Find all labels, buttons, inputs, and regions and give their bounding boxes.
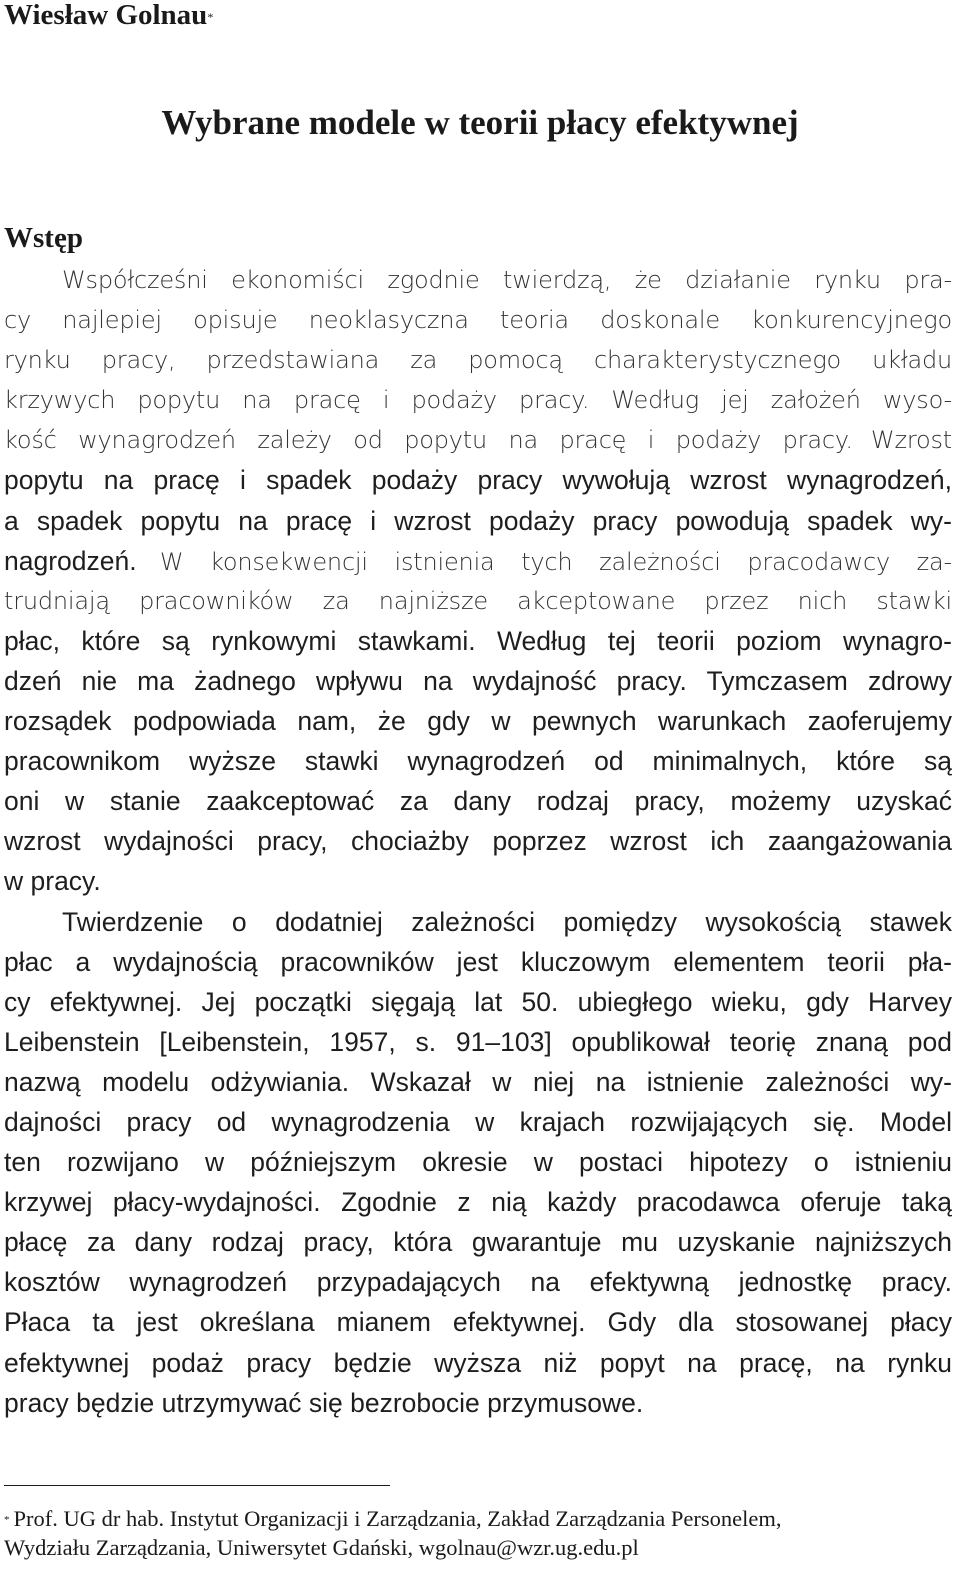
author-text: Wiesław Golnau bbox=[4, 0, 208, 31]
body-line bbox=[4, 621, 952, 661]
body-text: płac a wydajnością pracowników jest kluczowym elementem teorii pła- bbox=[4, 946, 952, 977]
body-text: pracy będzie utrzymywać się bezrobocie przymusowe. bbox=[4, 1387, 644, 1418]
body-line bbox=[4, 1182, 952, 1222]
footnote-line bbox=[4, 1504, 952, 1533]
body-text: cy najlepiej opisuje neoklasyczna teoria doskonale konkurencyjnego bbox=[4, 306, 952, 335]
body-text: trudniają pracowników za najniższe akceptowane przez nich stawki bbox=[4, 586, 952, 615]
body-text: w pracy. bbox=[4, 866, 101, 897]
body-text: kosztów wynagrodzeń przypadających na efektywną jednostkę pracy. bbox=[4, 1267, 952, 1298]
body-line bbox=[4, 501, 952, 541]
body-line bbox=[4, 1262, 952, 1302]
body-line bbox=[4, 541, 952, 581]
body-text: nagrodzeń. bbox=[4, 545, 137, 576]
body-text: pracownikom wyższe stawki wynagrodzeń od minimalnych, które są bbox=[4, 746, 952, 777]
body-line bbox=[4, 260, 952, 300]
body-line bbox=[4, 1102, 952, 1142]
body-line bbox=[4, 1142, 952, 1182]
body-text: płacę za dany rodzaj pracy, która gwarantuje mu uzyskanie najniższych bbox=[4, 1227, 952, 1258]
body-text: dzeń nie ma żadnego wpływu na wydajność pracy. Tymczasem zdrowy bbox=[4, 665, 952, 696]
body-line bbox=[4, 861, 952, 901]
article-body bbox=[4, 260, 952, 1423]
body-line bbox=[4, 581, 952, 621]
body-text: ten rozwijano w późniejszym okresie w postaci hipotezy o istnieniu bbox=[4, 1147, 952, 1178]
footnote bbox=[4, 1504, 952, 1562]
author-name bbox=[4, 0, 213, 30]
footnote-text: Prof. UG dr hab. Instytut Organizacji i Zarządzania, Zakład Zarządzania Personelem, bbox=[13, 1506, 782, 1531]
body-text: krzywej płacy-wydajności. Zgodnie z nią każdy pracodawca oferuje taką bbox=[4, 1187, 952, 1218]
body-line bbox=[4, 460, 952, 500]
body-text: Płaca ta jest określana mianem efektywnej. Gdy dla stosowanej płacy bbox=[4, 1307, 952, 1338]
body-line bbox=[4, 661, 952, 701]
body-line bbox=[4, 701, 952, 741]
body-text: W konsekwencji istnienia tych zależności pracodawcy za- bbox=[159, 547, 952, 576]
body-text: Leibenstein [Leibenstein, 1957, s. 91–103] opublikował teorię znaną pod bbox=[4, 1026, 952, 1057]
footnote-text: Wydziału Zarządzania, Uniwersytet Gdański, wgolnau@wzr.ug.edu.pl bbox=[4, 1535, 639, 1560]
body-line bbox=[4, 1302, 952, 1342]
body-line bbox=[4, 781, 952, 821]
body-line bbox=[4, 1022, 952, 1062]
section-heading: Wstęp bbox=[4, 222, 83, 254]
body-text: płac, które są rynkowymi stawkami. Według tej teorii poziom wynagro- bbox=[4, 625, 952, 656]
body-text: rynku pracy, przedstawiana za pomocą charakterystycznego układu bbox=[4, 346, 952, 375]
body-line bbox=[4, 1343, 952, 1383]
body-line bbox=[4, 1383, 952, 1423]
body-text: a spadek popytu na pracę i wzrost podaży pracy powodują spadek wy- bbox=[4, 505, 952, 536]
body-text: oni w stanie zaakceptować za dany rodzaj pracy, możemy uzyskać bbox=[4, 786, 952, 817]
footnote-separator bbox=[4, 1485, 390, 1486]
body-text: nazwą modelu odżywiania. Wskazał w niej na istnienie zależności wy- bbox=[4, 1066, 952, 1097]
author-footnote-marker: * bbox=[207, 10, 214, 24]
body-text: popytu na pracę i spadek podaży pracy wywołują wzrost wynagrodzeń, bbox=[4, 465, 952, 496]
body-text: wzrost wydajności pracy, chociażby poprzez wzrost ich zaangażowania bbox=[4, 826, 952, 857]
body-text: Współcześni ekonomiści zgodnie twierdzą, że działanie rynku pra- bbox=[62, 266, 952, 294]
body-line bbox=[4, 821, 952, 861]
body-line bbox=[4, 902, 952, 942]
footnote-marker: * bbox=[4, 1514, 10, 1526]
body-line bbox=[4, 420, 952, 460]
body-text: Twierdzenie o dodatniej zależności pomiędzy wysokością stawek bbox=[62, 906, 952, 937]
body-line bbox=[4, 380, 952, 420]
body-text: rozsądek podpowiada nam, że gdy w pewnych warunkach zaoferujemy bbox=[4, 706, 952, 737]
body-text: dajności pracy od wynagrodzenia w krajach rozwijających się. Model bbox=[4, 1106, 952, 1137]
body-text: efektywnej podaż pracy będzie wyższa niż popyt na pracę, na rynku bbox=[4, 1347, 952, 1378]
body-text: cy efektywnej. Jej początki sięgają lat 50. ubiegłego wieku, gdy Harvey bbox=[4, 986, 952, 1017]
body-text: kość wynagrodzeń zależy od popytu na pracę i podaży pracy. bbox=[4, 426, 853, 455]
body-line bbox=[4, 982, 952, 1022]
body-line bbox=[4, 340, 952, 380]
body-line bbox=[4, 1222, 952, 1262]
body-line bbox=[4, 942, 952, 982]
body-line bbox=[4, 1062, 952, 1102]
body-line bbox=[4, 300, 952, 340]
article-title: Wybrane modele w teorii płacy efektywnej bbox=[161, 103, 799, 142]
footnote-line bbox=[4, 1533, 952, 1562]
body-line bbox=[4, 741, 952, 781]
body-text: krzywych popytu na pracę i podaży pracy. Według jej założeń wyso- bbox=[4, 386, 952, 415]
body-text: Wzrost bbox=[870, 426, 952, 455]
